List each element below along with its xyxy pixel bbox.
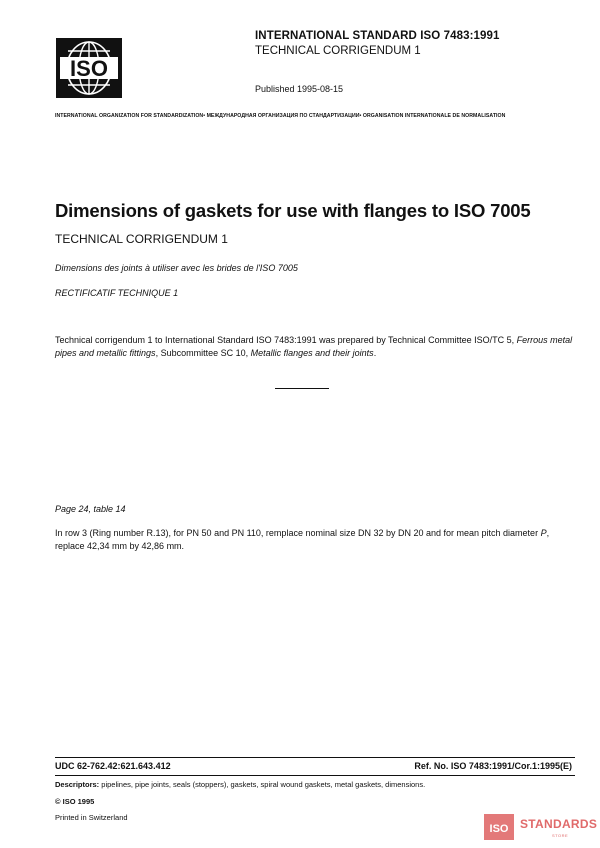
udc-code: UDC 62-762.42:621.643.412 (55, 761, 171, 771)
reference-number: Ref. No. ISO 7483:1991/Cor.1:1995(E) (414, 761, 572, 771)
printed-in: Printed in Switzerland (55, 813, 128, 822)
iso-logo (56, 38, 122, 98)
watermark-badge-text: ISO (489, 823, 509, 835)
intro-paragraph (55, 334, 575, 360)
correction-text-2: , replace 42,34 mm by 42,86 mm. (55, 528, 550, 551)
watermark-store-text: STORE (552, 833, 569, 838)
correction-text-1: In row 3 (Ring number R.13), for PN 50 and PN 110, remplace nominal size DN 32 by DN 20 and for mean pitch diameter (55, 528, 541, 538)
footer-rule-bottom (55, 775, 575, 776)
copyright: © ISO 1995 (55, 797, 95, 806)
document-title: Dimensions of gaskets for use with flanges to ISO 7005 (55, 200, 531, 221)
footer-rule-top (55, 757, 575, 758)
descriptors (55, 780, 425, 789)
intro-text-2: , Subcommittee SC 10, (155, 348, 251, 358)
page-reference: Page 24, table 14 (55, 504, 126, 514)
intro-italic-1: Ferrous metal pipes and metallic fittings (55, 335, 573, 358)
section-divider (275, 388, 329, 389)
intro-text-1: Technical corrigendum 1 to International Standard ISO 7483:1991 was prepared by Technical Committee ISO/TC 5, (55, 335, 517, 345)
standard-title: INTERNATIONAL STANDARD ISO 7483:1991 (255, 30, 500, 42)
descriptors-label: Descriptors: (55, 780, 100, 789)
published-date: Published 1995-08-15 (255, 84, 344, 94)
intro-italic-2: Metallic flanges and their joints (250, 348, 374, 358)
correction-paragraph (55, 527, 575, 553)
iso-logo-text: ISO (70, 56, 108, 81)
watermark-text: STANDARDS (520, 817, 598, 831)
organization-line: INTERNATIONAL ORGANIZATION FOR STANDARDIZATION• МЕЖДУНАРОДНАЯ ОРГАНИЗАЦИЯ ПО СТАНДАРТИЗАЦИИ• ORGANISATION INTERNATIONALE DE NORMALISATION (55, 113, 506, 119)
correction-italic: P (540, 528, 547, 538)
document-subtitle: TECHNICAL CORRIGENDUM 1 (55, 232, 228, 246)
french-subtitle: RECTIFICATIF TECHNIQUE 1 (55, 288, 179, 298)
corrigendum-label: TECHNICAL CORRIGENDUM 1 (255, 45, 421, 57)
intro-text-3: . (373, 348, 377, 358)
descriptors-list: pipelines, pipe joints, seals (stoppers), gaskets, spiral wound gaskets, metal gaskets, dimensions. (99, 780, 426, 789)
french-title: Dimensions des joints à utiliser avec les brides de l'ISO 7005 (55, 263, 298, 273)
